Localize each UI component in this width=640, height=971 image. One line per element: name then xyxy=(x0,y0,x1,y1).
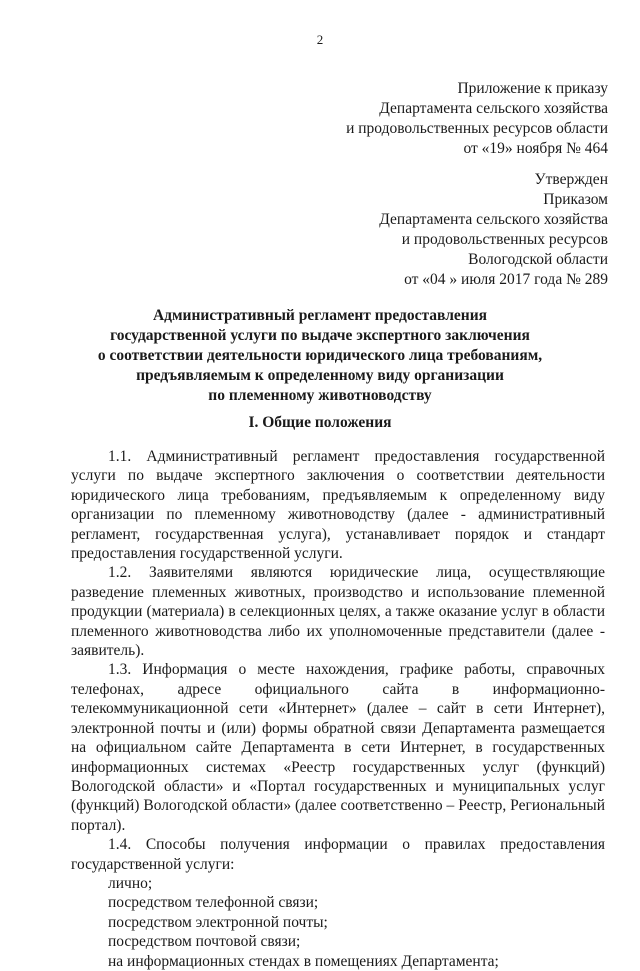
annex-line: Департамента сельского хозяйства xyxy=(379,100,608,117)
body-text xyxy=(71,447,605,971)
approved-line: Утвержден xyxy=(534,171,608,188)
annex-line: от «19» ноября № 464 xyxy=(463,140,608,157)
approved-line: Вологодской области xyxy=(468,251,608,268)
approved-line: и продовольственных ресурсов xyxy=(401,231,608,248)
paragraph: 1.2. Заявителями являются юридические лица, осуществляющие разведение племенных животных, производство и использование племенной продукции (материала) в селекционных целях, а также оказание услуг в области племенного животноводства либо их уполномоченные представители (далее - заявитель). xyxy=(71,564,605,660)
list-item: посредством почтовой связи; xyxy=(108,933,301,951)
approved-line: от «04 » июля 2017 года № 289 xyxy=(404,271,608,288)
title-line: государственной услуги по выдаче экспертного заключения xyxy=(110,327,530,344)
approved-block xyxy=(379,170,608,290)
document-title xyxy=(0,306,640,406)
list-item: лично; xyxy=(108,874,153,892)
list-item: посредством телефонной связи; xyxy=(108,894,319,912)
paragraph: 1.4. Способы получения информации о правилах предоставления государственной услуги: xyxy=(71,836,605,873)
approved-line: Департамента сельского хозяйства xyxy=(379,211,608,228)
approved-line: Приказом xyxy=(543,191,608,208)
paragraph: 1.3. Информация о месте нахождения, графике работы, справочных телефонах, адресе официального сайта в информационно-телекоммуникационной сети «Интернет» (далее – сайт в сети Интернет), электронной почты и (или) формы обратной связи Департамента размещается на официальном сайте Департамента в сети Интернет, в государственных информационных системах «Реестр государственных услуг (функций) Вологодской области» и «Портал государственных и муниципальных услуг (функций) Вологодской области» (далее соответственно – Реестр, Региональный портал). xyxy=(71,661,605,834)
title-line: Административный регламент предоставления xyxy=(152,307,488,324)
paragraph: 1.1. Административный регламент предоставления государственной услуги по выдаче экспертного заключения о соответствии деятельности юридического лица требованиям, предъявляемым к определенному виду организации по племенному животноводству (далее - административный регламент, государственная услуга), устанавливает порядок и стандарт предоставления государственной услуги. xyxy=(71,448,605,563)
annex-block xyxy=(346,79,608,159)
list-item: посредством электронной почты; xyxy=(108,913,328,931)
annex-line: и продовольственных ресурсов области xyxy=(346,120,608,137)
list-item: на информационных стендах в помещениях Департамента; xyxy=(108,952,499,970)
page-number: 2 xyxy=(316,32,324,47)
title-line: по племенному животноводству xyxy=(208,387,432,404)
annex-line: Приложение к приказу xyxy=(457,80,608,97)
title-line: о соответствии деятельности юридического лица требованиям, xyxy=(97,347,543,364)
section-heading: I. Общие положения xyxy=(248,414,392,431)
title-line: предъявляемым к определенному виду организации xyxy=(136,367,504,384)
